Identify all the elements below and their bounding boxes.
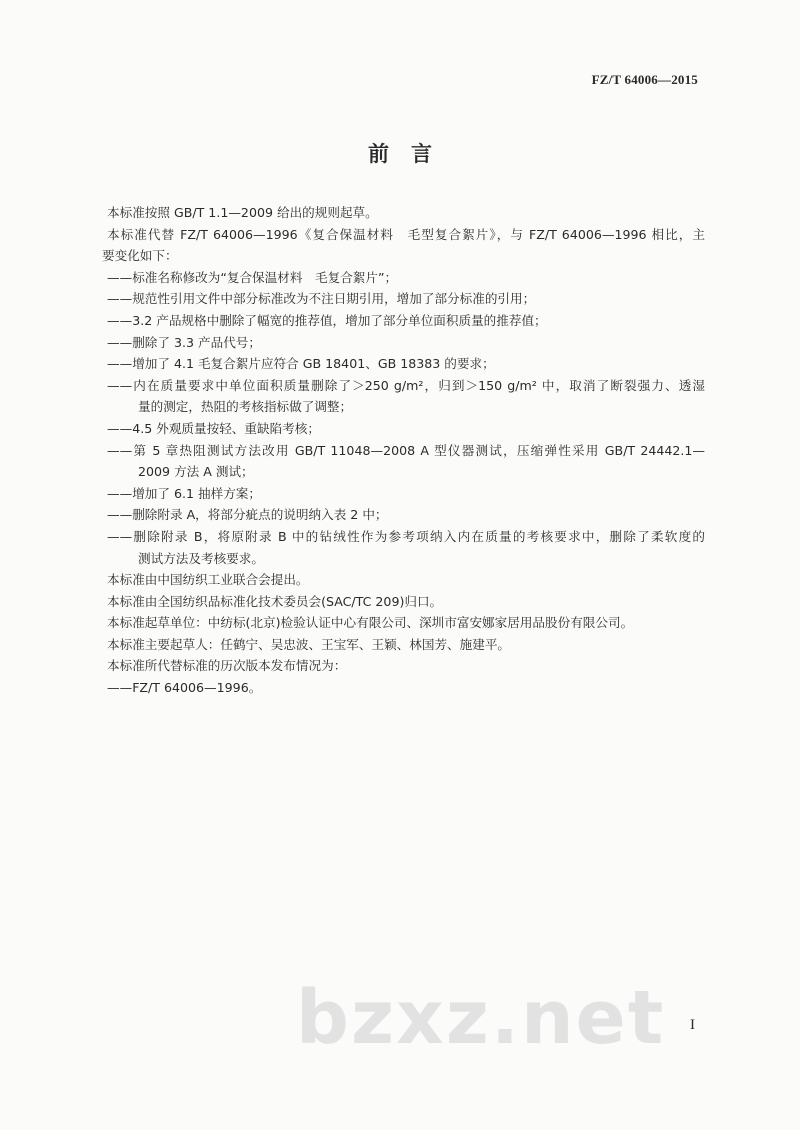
text-line: ——规范性引用文件中部分标准改为不注日期引用，增加了部分标准的引用； — [107, 291, 536, 307]
standard-code-header: FZ/T 64006—2015 — [591, 72, 698, 87]
text-line: ——删除了 3.3 产品代号； — [107, 334, 261, 350]
text-line: ——第 5 章热阻测试方法改用 GB/T 11048—2008 A 型仪器测试，压缩弹性采用 GB/T 24442.1— — [107, 442, 705, 458]
text-line: 要变化如下： — [102, 248, 178, 264]
text-line: 本标准由全国纺织品标准化技术委员会(SAC/TC 209)归口。 — [107, 593, 443, 609]
page-title: 前言 — [368, 142, 454, 166]
text-line: 测试方法及考核要求。 — [138, 550, 264, 566]
text-line: ——3.2 产品规格中删除了幅宽的推荐值，增加了部分单位面积质量的推荐值； — [107, 312, 547, 328]
text-line: 本标准主要起草人：任鹤宁、吴忠波、王宝军、王颖、林国芳、施建平。 — [107, 636, 510, 652]
text-line: ——内在质量要求中单位面积质量删除了＞250 g/m²，归到＞150 g/m² 中，取消了断裂强力、透湿 — [107, 377, 705, 393]
text-line: ——增加了 6.1 抽样方案； — [107, 485, 261, 501]
text-line: ——4.5 外观质量按轻、重缺陷考核； — [107, 420, 320, 436]
text-line: 本标准按照 GB/T 1.1—2009 给出的规则起草。 — [107, 205, 378, 220]
text-line: 2009 方法 A 测试； — [138, 464, 254, 480]
text-line: 本标准所代替标准的历次版本发布情况为： — [107, 658, 347, 674]
text-line: 本标准起草单位：中纺标(北京)检验认证中心有限公司、深圳市富安娜家居用品股份有限公司。 — [107, 615, 634, 631]
text-line: 量的测定，热阻的考核指标做了调整； — [138, 399, 353, 415]
text-line: 本标准由中国纺织工业联合会提出。 — [107, 572, 309, 588]
text-line: ——FZ/T 64006—1996。 — [107, 680, 262, 696]
text-line: ——删除附录 B，将原附录 B 中的钻绒性作为参考项纳入内在质量的考核要求中，删除了柔软度的 — [107, 528, 705, 544]
text-line: ——标准名称修改为“复合保温材料 毛复合絮片”； — [107, 269, 398, 285]
foreword-body — [102, 202, 705, 699]
text-line: ——增加了 4.1 毛复合絮片应符合 GB 18401、GB 18383 的要求； — [107, 356, 495, 372]
watermark: bzxz.net — [296, 975, 666, 1061]
text-line: ——删除附录 A，将部分疵点的说明纳入表 2 中； — [107, 507, 388, 523]
page-number: I — [690, 1017, 695, 1033]
text-line: 本标准代替 FZ/T 64006—1996《复合保温材料 毛型复合絮片》，与 FZ/T 64006—1996 相比，主 — [107, 226, 705, 242]
